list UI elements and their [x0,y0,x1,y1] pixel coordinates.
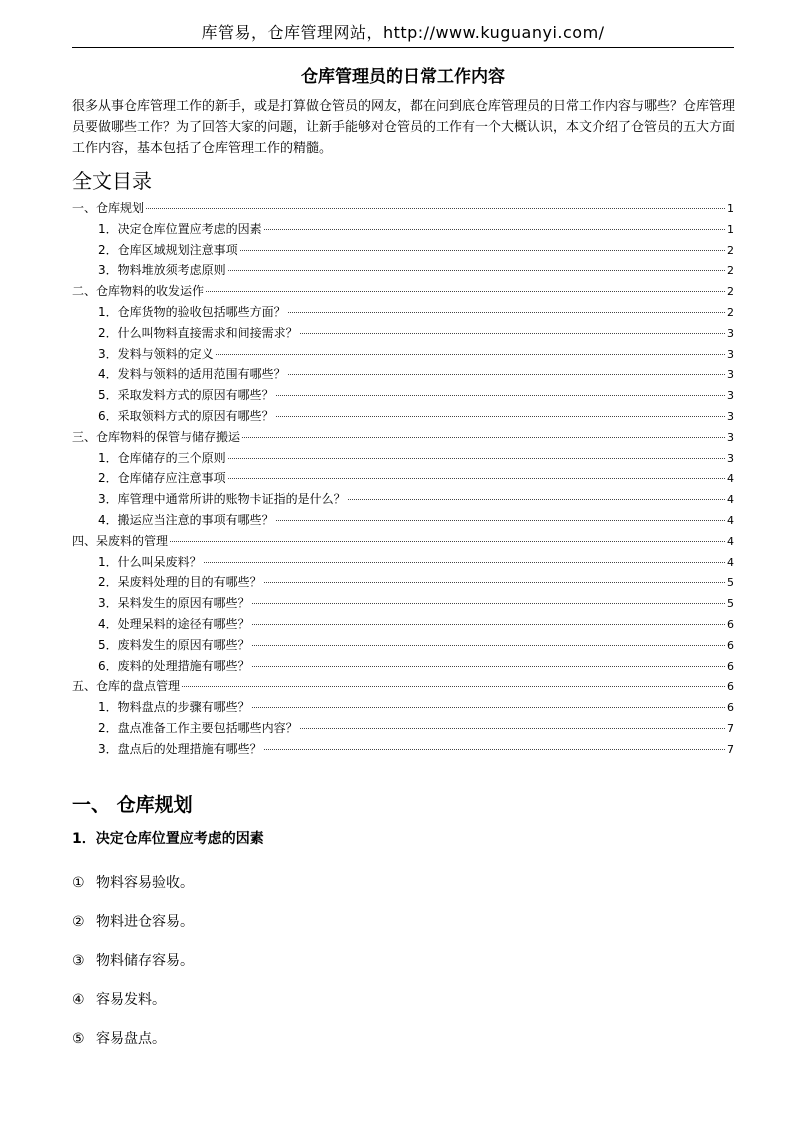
toc-dot-leader [288,374,725,375]
toc-dot-leader [300,728,725,729]
toc-dot-leader [228,458,725,459]
toc-dot-leader [300,333,725,334]
toc-page-number: 4 [727,555,734,569]
toc-dot-leader [264,749,725,750]
toc-entry-title: 1．什么叫呆废料？ [98,554,202,569]
toc-section-entry[interactable] [72,468,734,489]
toc-entry-title: 5．废料发生的原因有哪些？ [98,637,250,652]
toc-section-entry[interactable] [72,219,734,240]
toc-dot-leader [276,416,725,417]
toc-section-entry[interactable] [72,510,734,531]
toc-entry-title: 四、呆废料的管理 [72,533,169,548]
toc-entry-title: 1．仓库储存的三个原则 [98,450,226,465]
toc-dot-leader [146,208,725,209]
toc-page-number: 4 [727,472,734,486]
list-item-text: 物料储存容易。 [96,953,194,969]
toc-entry-title: 3．库管理中通常所讲的账物卡证指的是什么？ [98,492,346,507]
toc-page-number: 1 [727,222,734,236]
toc-dot-leader [216,354,725,355]
toc-section-entry[interactable] [72,240,734,261]
intro-paragraph: 很多从事仓库管理工作的新手，或是打算做仓管员的网友，都在问到底仓库管理员的日常工作内容与哪些？仓库管理员要做哪些工作？为了回答大家的问题，让新手能够对仓管员的工作有一个大概认识，本文介绍了仓管员的五大方面工作内容，基本包括了仓库管理工作的精髓。 [72,99,736,156]
toc-page-number: 7 [727,742,734,756]
section-heading: 一、 仓库规划 [72,794,193,816]
toc-chapter-entry[interactable] [72,676,734,697]
list-item [72,870,194,909]
toc-entry-title: 3．呆料发生的原因有哪些？ [98,596,250,611]
toc-entry-title: 2．盘点准备工作主要包括哪些内容？ [98,720,298,735]
toc-entry-title: 4．发料与领料的适用范围有哪些？ [98,367,286,382]
toc-section-entry[interactable] [72,718,734,739]
toc-dot-leader [252,707,725,708]
toc-page-number: 5 [727,576,734,590]
toc-entry-title: 三、仓库物料的保管与储存搬运 [72,429,241,444]
toc-entry-title: 1．物料盘点的步骤有哪些？ [98,700,250,715]
toc-dot-leader [252,666,725,667]
list-item-text: 容易发料。 [96,992,166,1008]
toc-dot-leader [276,520,725,521]
toc-page-number: 3 [727,368,734,382]
subsection-heading: 1．决定仓库位置应考虑的因素 [72,831,264,847]
toc-page-number: 6 [727,680,734,694]
toc-page-number: 1 [727,202,734,215]
circled-number: ④ [72,992,85,1008]
toc-dot-leader [182,686,725,687]
toc-chapter-entry[interactable] [72,531,734,552]
toc-entry-title: 1．仓库货物的验收包括哪些方面？ [98,304,286,319]
toc-section-entry[interactable] [72,593,734,614]
toc-entry-title: 5．采取发料方式的原因有哪些？ [98,388,274,403]
toc-page-number: 6 [727,638,734,652]
toc-dot-leader [252,603,725,604]
toc-entry-title: 1．决定仓库位置应考虑的因素 [98,221,262,236]
toc-dot-leader [206,291,725,292]
toc-dot-leader [228,270,725,271]
toc-page-number: 7 [727,721,734,735]
toc-heading: 全文目录 [72,169,152,193]
toc-page-number: 4 [727,493,734,507]
toc-entry-title: 2．仓库储存应注意事项 [98,471,226,486]
toc-page-number: 2 [727,264,734,278]
toc-entry-title: 3．物料堆放须考虑原则 [98,263,226,278]
toc-section-entry[interactable] [72,385,734,406]
factor-list [72,870,194,1065]
toc-section-entry[interactable] [72,406,734,427]
toc-section-entry[interactable] [72,739,734,760]
toc-section-entry[interactable] [72,448,734,469]
toc-page-number: 3 [727,326,734,340]
toc-entry-title: 五、仓库的盘点管理 [72,679,181,694]
toc-section-entry[interactable] [72,302,734,323]
circled-number: ⑤ [72,1031,85,1047]
toc-entry-title: 6．采取领料方式的原因有哪些？ [98,408,274,423]
toc-entry-title: 一、仓库规划 [72,201,145,215]
toc-section-entry[interactable] [72,572,734,593]
table-of-contents [72,198,734,760]
toc-dot-leader [252,624,725,625]
toc-dot-leader [252,645,725,646]
toc-chapter-entry[interactable] [72,281,734,302]
toc-page-number: 4 [727,513,734,527]
document-title: 仓库管理员的日常工作内容 [301,67,505,87]
toc-section-entry[interactable] [72,344,734,365]
toc-dot-leader [288,312,725,313]
toc-entry-title: 3．盘点后的处理措施有哪些？ [98,741,262,756]
toc-section-entry[interactable] [72,552,734,573]
toc-chapter-entry[interactable] [72,198,734,219]
toc-dot-leader [348,499,725,500]
list-item [72,1026,194,1065]
toc-page-number: 3 [727,389,734,403]
toc-page-number: 6 [727,617,734,631]
toc-entry-title: 2．仓库区域规划注意事项 [98,242,238,257]
toc-page-number: 6 [727,701,734,715]
toc-section-entry[interactable] [72,697,734,718]
toc-dot-leader [242,437,725,438]
toc-section-entry[interactable] [72,323,734,344]
toc-entry-title: 4．搬运应当注意的事项有哪些？ [98,512,274,527]
toc-section-entry[interactable] [72,364,734,385]
list-item [72,948,194,987]
toc-dot-leader [276,395,725,396]
toc-entry-title: 2．什么叫物料直接需求和间接需求？ [98,325,298,340]
toc-entry-title: 3．发料与领料的定义 [98,346,214,361]
toc-section-entry[interactable] [72,260,734,281]
toc-page-number: 4 [727,534,734,548]
list-item [72,909,194,948]
list-item-text: 容易盘点。 [96,1031,166,1047]
toc-dot-leader [228,478,725,479]
toc-dot-leader [264,582,725,583]
toc-page-number: 2 [727,285,734,299]
toc-page-number: 3 [727,451,734,465]
toc-section-entry[interactable] [72,656,734,677]
toc-dot-leader [170,541,725,542]
toc-entry-title: 6．废料的处理措施有哪些？ [98,658,250,673]
toc-section-entry[interactable] [72,489,734,510]
toc-section-entry[interactable] [72,614,734,635]
toc-page-number: 6 [727,659,734,673]
list-item-text: 物料容易验收。 [96,875,194,891]
circled-number: ② [72,914,85,930]
toc-page-number: 2 [727,305,734,319]
toc-entry-title: 4．处理呆料的途径有哪些？ [98,616,250,631]
toc-page-number: 3 [727,409,734,423]
list-item [72,987,194,1026]
toc-section-entry[interactable] [72,635,734,656]
toc-page-number: 3 [727,347,734,361]
toc-dot-leader [240,250,725,251]
toc-dot-leader [264,229,725,230]
toc-entry-title: 二、仓库物料的收发运作 [72,284,205,299]
toc-chapter-entry[interactable] [72,427,734,448]
list-item-text: 物料进仓容易。 [96,914,194,930]
toc-page-number: 2 [727,243,734,257]
toc-entry-title: 2．呆废料处理的目的有哪些？ [98,575,262,590]
page-header: 库管易，仓库管理网站，http://www.kuguanyi.com/ [72,20,734,48]
circled-number: ① [72,875,85,891]
toc-page-number: 5 [727,597,734,611]
toc-page-number: 3 [727,430,734,444]
toc-dot-leader [204,562,725,563]
circled-number: ③ [72,953,85,969]
